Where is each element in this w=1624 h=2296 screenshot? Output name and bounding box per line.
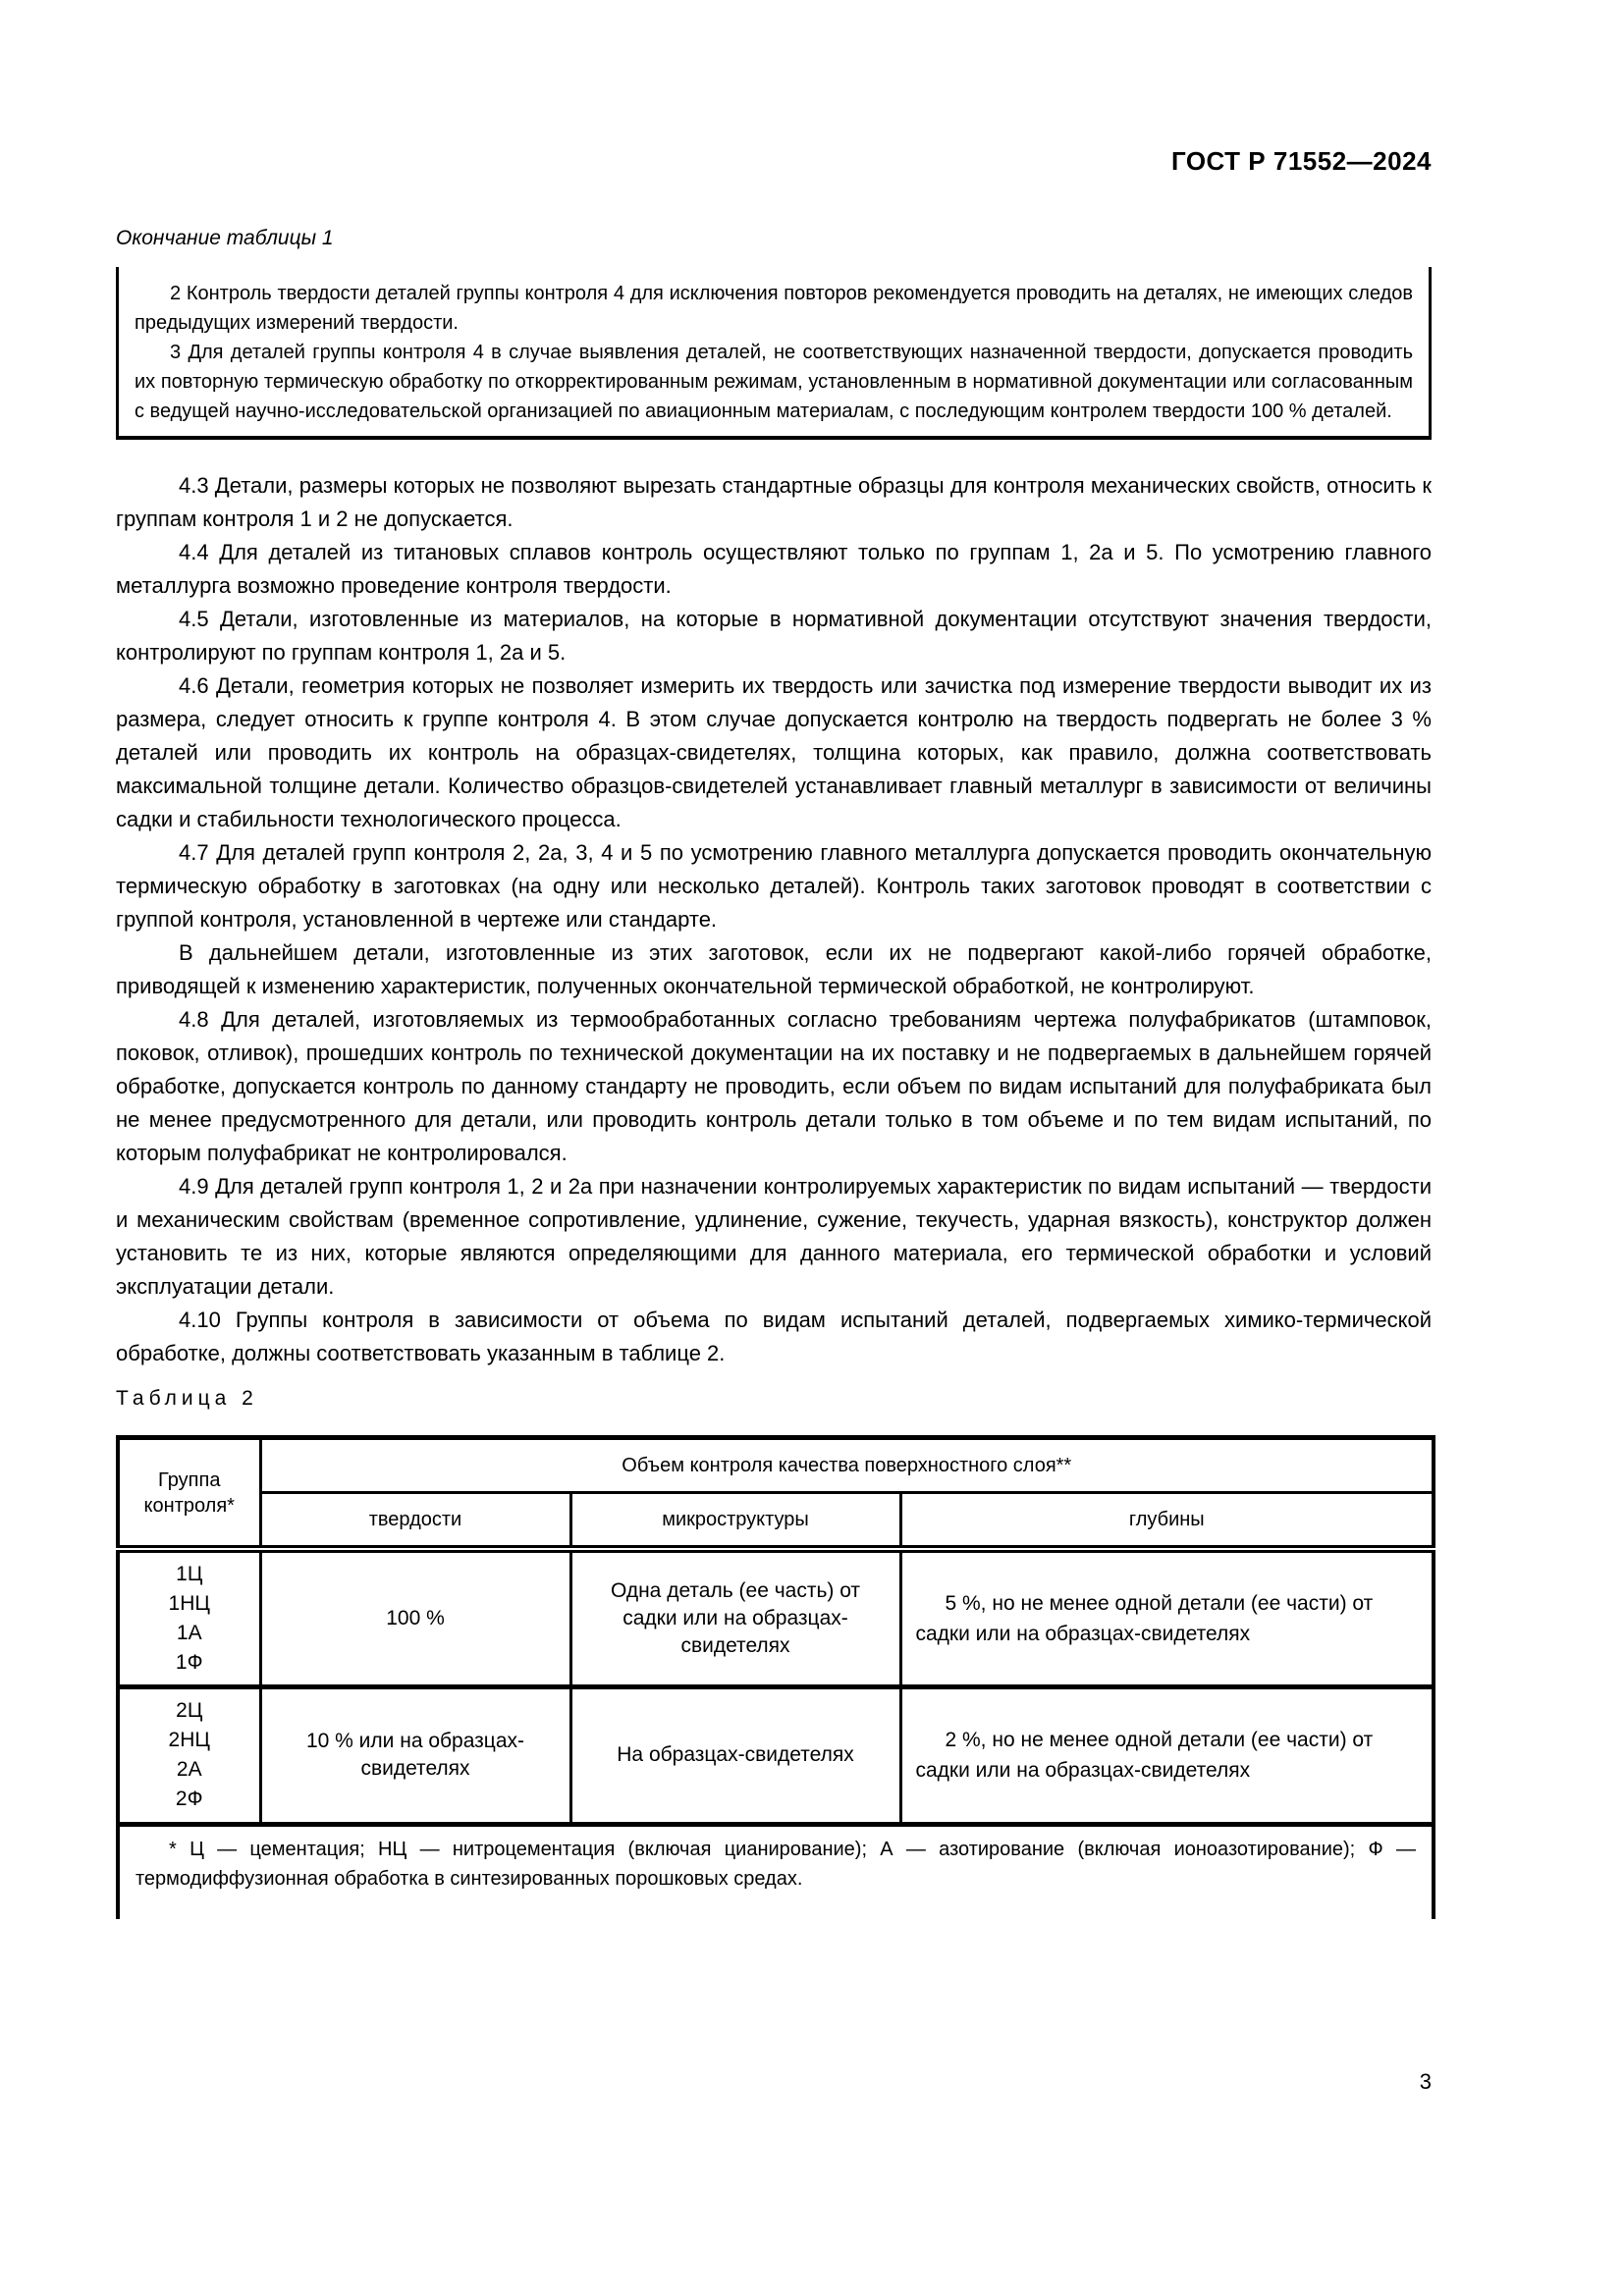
table-row bbox=[118, 1686, 1434, 1824]
table2-subheader-microstructure: микроструктуры bbox=[570, 1493, 900, 1550]
paragraph-4-7-continued: В дальнейшем детали, изготовленные из этих заготовок, если их не подвергают какой-либо горячей обработке, приводящей к изменению характеристик, полученных окончательной термической обработкой, не контролируют. bbox=[116, 940, 1432, 998]
table2-row1-hardness: 100 % bbox=[260, 1549, 570, 1686]
paragraph-4-8: 4.8 Для деталей, изготовляемых из термообработанных согласно требованиям чертежа полуфабрикатов (штамповок, поковок, отливок), прошедших контроль по технической документации на их поставку и не подвергаемых в дальнейшем горячей обработке, допускается контроль по данному стандарту не проводить, если объем по видам испытаний для полуфабриката был не менее предусмотренного для детали, или проводить контроль детали только в том объеме и по тем видам испытаний, по которым полуфабрикат не контролировался. bbox=[116, 1007, 1432, 1165]
table2-footnote: * Ц — цементация; НЦ — нитроцементация (включая цианирование); А — азотирование (включая ионоазотирование); Ф — термодиффузионная обработка в синтезированных порошковых средах. bbox=[118, 1824, 1434, 1919]
table2 bbox=[116, 1435, 1435, 1919]
section-4-paragraphs bbox=[116, 469, 1432, 1370]
table1-notes-box bbox=[116, 267, 1432, 440]
table2-row1-depth: 5 %, но не менее одной детали (ее части) от садки или на образцах-свидетелях bbox=[900, 1549, 1434, 1686]
table2-row1-groups bbox=[118, 1549, 260, 1686]
group-code: 1Ф bbox=[175, 1650, 203, 1674]
table2-row2-hardness: 10 % или на образцах-свидетелях bbox=[260, 1686, 570, 1824]
page-number: 3 bbox=[1419, 2069, 1432, 2094]
group-code: 2Ф bbox=[175, 1788, 203, 1810]
group-code: 2А bbox=[176, 1758, 202, 1781]
table1-note-2: 2 Контроль твердости деталей группы контроля 4 для исключения повторов рекомендуется проводить на деталях, не имеющих следов предыдущих измерений твердости. bbox=[135, 283, 1413, 334]
table2-row2-groups bbox=[118, 1686, 260, 1824]
paragraph-4-6: 4.6 Детали, геометрия которых не позволяет измерить их твердость или зачистка под измерение твердости выводит их из размера, следует относить к группе контроля 4. В этом случае допускается контролю на твердость подвергать не более 3 % деталей или проводить их контроль на образцах-свидетелях, толщина которых, как правило, должна соответствовать максимальной толщине детали. Количество образцов-свидетелей устанавливает главный металлург в зависимости от величины садки и стабильности технологического процесса. bbox=[116, 673, 1432, 831]
paragraph-4-5: 4.5 Детали, изготовленные из материалов, на которые в нормативной документации отсутствуют значения твердости, контролируют по группам контроля 1, 2а и 5. bbox=[116, 607, 1432, 665]
table2-label: Таблица 2 bbox=[116, 1387, 258, 1410]
paragraph-4-3: 4.3 Детали, размеры которых не позволяют вырезать стандартные образцы для контроля механических свойств, относить к группам контроля 1 и 2 не допускается. bbox=[116, 473, 1432, 531]
paragraph-4-7: 4.7 Для деталей групп контроля 2, 2а, 3, 4 и 5 по усмотрению главного металлурга допускается проводить окончательную термическую обработку в заготовках (на одну или несколько деталей). Контроль таких заготовок проводят в соответствии с группой контроля, установленной в чертеже или стандарте. bbox=[116, 840, 1432, 932]
group-code: 1НЦ bbox=[168, 1591, 210, 1615]
table2-subheader-hardness: твердости bbox=[260, 1493, 570, 1550]
table2-row1-microstructure: Одна деталь (ее часть) от садки или на образцах-свидетелях bbox=[570, 1549, 900, 1686]
table-row bbox=[118, 1549, 1434, 1686]
document-code-header: ГОСТ Р 71552—2024 bbox=[1170, 146, 1432, 176]
paragraph-4-4: 4.4 Для деталей из титановых сплавов контроль осуществляют только по группам 1, 2а и 5. По усмотрению главного металлурга возможно проведение контроля твердости. bbox=[116, 540, 1432, 598]
group-code: 2Ц bbox=[176, 1699, 203, 1722]
table1-note-3: 3 Для деталей группы контроля 4 в случае выявления деталей, не соответствующих назначенной твердости, допускается проводить их повторную термическую обработку по откорректированным режимам, установленным в нормативной документации или согласованным с ведущей научно-исследовательской организацией по авиационным материалам, с последующим контролем твердости 100 % деталей. bbox=[135, 342, 1413, 422]
table2-footnote-row bbox=[118, 1824, 1434, 1919]
group-code: 1А bbox=[176, 1621, 202, 1644]
table1-continuation-caption: Окончание таблицы 1 bbox=[116, 227, 334, 249]
table2-header-volume-title: Объем контроля качества поверхностного слоя** bbox=[260, 1438, 1434, 1493]
group-code: 2НЦ bbox=[168, 1729, 210, 1751]
paragraph-4-10: 4.10 Группы контроля в зависимости от объема по видам испытаний деталей, подвергаемых химико-термической обработке, должны соответствовать указанным в таблице 2. bbox=[116, 1308, 1432, 1365]
table2-header-group-column: Группа контроля* bbox=[118, 1438, 260, 1550]
group-code: 1Ц bbox=[176, 1562, 203, 1585]
table2-row2-depth: 2 %, но не менее одной детали (ее части) от садки или на образцах-свидетелях bbox=[900, 1686, 1434, 1824]
paragraph-4-9: 4.9 Для деталей групп контроля 1, 2 и 2а при назначении контролируемых характеристик по видам испытаний — твердости и механическим свойствам (временное сопротивление, удлинение, сужение, текучесть, ударная вязкость), конструктор должен установить те из них, которые являются определяющими для данного материала, его термической обработки и условий эксплуатации детали. bbox=[116, 1174, 1432, 1299]
table2-subheader-depth: глубины bbox=[900, 1493, 1434, 1550]
table2-row2-microstructure: На образцах-свидетелях bbox=[570, 1686, 900, 1824]
